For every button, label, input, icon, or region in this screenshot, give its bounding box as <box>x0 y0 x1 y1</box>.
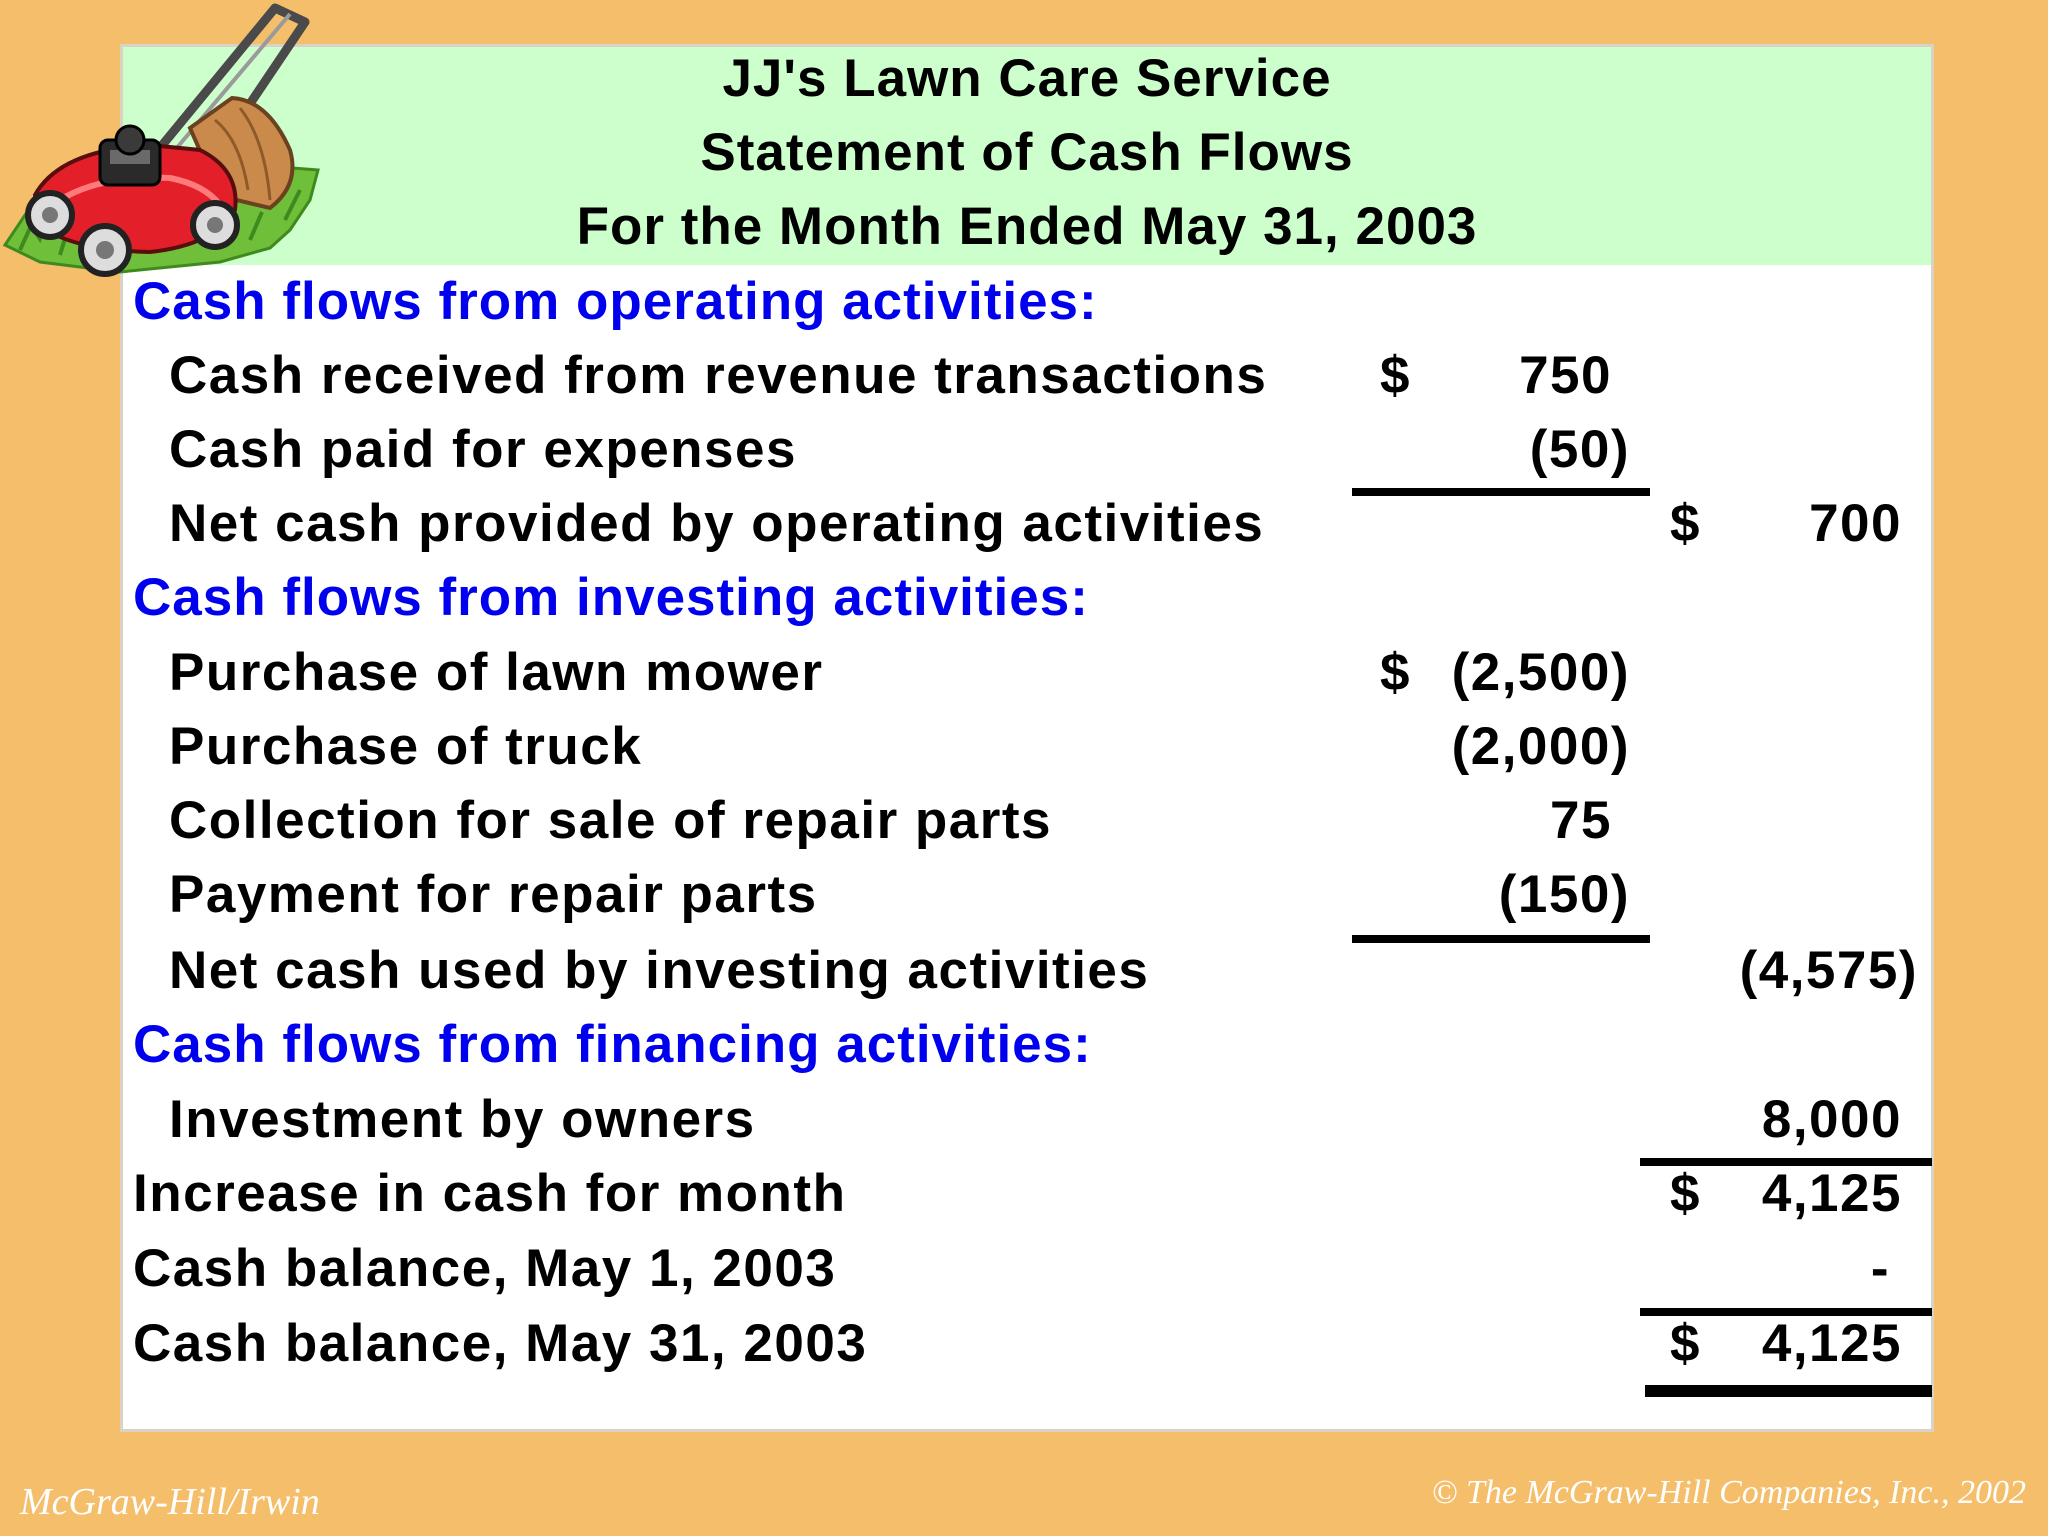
section-heading: Cash flows from operating activities: <box>133 272 1098 331</box>
row-label: Collection for sale of repair parts <box>169 791 1053 850</box>
dollar-sign: $ <box>1670 1314 1701 1373</box>
increase-label: Increase in cash for month <box>133 1164 847 1223</box>
table-row <box>0 1307 2048 1381</box>
row-amount: (2,500) <box>1451 643 1630 702</box>
section-heading: Cash flows from financing activities: <box>133 1015 1092 1074</box>
row-label: Cash paid for expenses <box>169 420 797 479</box>
period-title: For the Month Ended May 31, 2003 <box>576 197 1478 256</box>
double-underline <box>1645 1385 1932 1397</box>
row-label: Purchase of truck <box>169 717 643 776</box>
row-label: Payment for repair parts <box>169 865 818 924</box>
section-financing <box>0 1008 2048 1082</box>
net-operating-label: Net cash provided by operating activities <box>169 494 1265 553</box>
dollar-sign: $ <box>1670 494 1701 553</box>
table-row <box>0 710 2048 784</box>
table-row <box>0 1157 2048 1231</box>
table-row <box>0 858 2048 932</box>
begin-balance-label: Cash balance, May 1, 2003 <box>133 1239 837 1298</box>
table-row <box>0 1083 2048 1157</box>
publisher-footer: McGraw-Hill/Irwin <box>20 1481 320 1523</box>
row-amount: (50) <box>1529 420 1630 479</box>
net-operating-amount: 700 <box>1809 494 1902 553</box>
section-heading: Cash flows from investing activities: <box>133 568 1089 627</box>
end-balance-label: Cash balance, May 31, 2003 <box>133 1314 868 1373</box>
row-amount: (150) <box>1498 865 1630 924</box>
section-investing <box>0 561 2048 635</box>
net-investing-label: Net cash used by investing activities <box>169 941 1150 1000</box>
lawn-mower-icon <box>0 0 330 300</box>
net-investing-amount: (4,575) <box>1739 941 1918 1000</box>
end-balance-amount: 4,125 <box>1761 1314 1902 1373</box>
table-row <box>0 784 2048 858</box>
dollar-sign: $ <box>1380 643 1411 702</box>
company-title: JJ's Lawn Care Service <box>722 49 1332 108</box>
row-amount: (2,000) <box>1451 717 1630 776</box>
table-row <box>0 413 2048 487</box>
table-row <box>0 339 2048 413</box>
copyright-footer: © The McGraw-Hill Companies, Inc., 2002 <box>1431 1474 2026 1511</box>
row-amount: 8,000 <box>1761 1090 1902 1149</box>
begin-balance-amount: - <box>1870 1239 1890 1298</box>
table-row <box>0 636 2048 710</box>
statement-title: Statement of Cash Flows <box>700 123 1354 182</box>
table-row <box>0 487 2048 561</box>
section-operating <box>0 265 2048 339</box>
row-amount: 75 <box>1550 791 1612 850</box>
row-label: Investment by owners <box>169 1090 756 1149</box>
increase-amount: 4,125 <box>1761 1164 1902 1223</box>
row-amount: 750 <box>1519 346 1612 405</box>
dollar-sign: $ <box>1670 1164 1701 1223</box>
table-row <box>0 934 2048 1008</box>
table-row <box>0 1232 2048 1306</box>
row-label: Purchase of lawn mower <box>169 643 824 702</box>
dollar-sign: $ <box>1380 346 1411 405</box>
row-label: Cash received from revenue transactions <box>169 346 1268 405</box>
